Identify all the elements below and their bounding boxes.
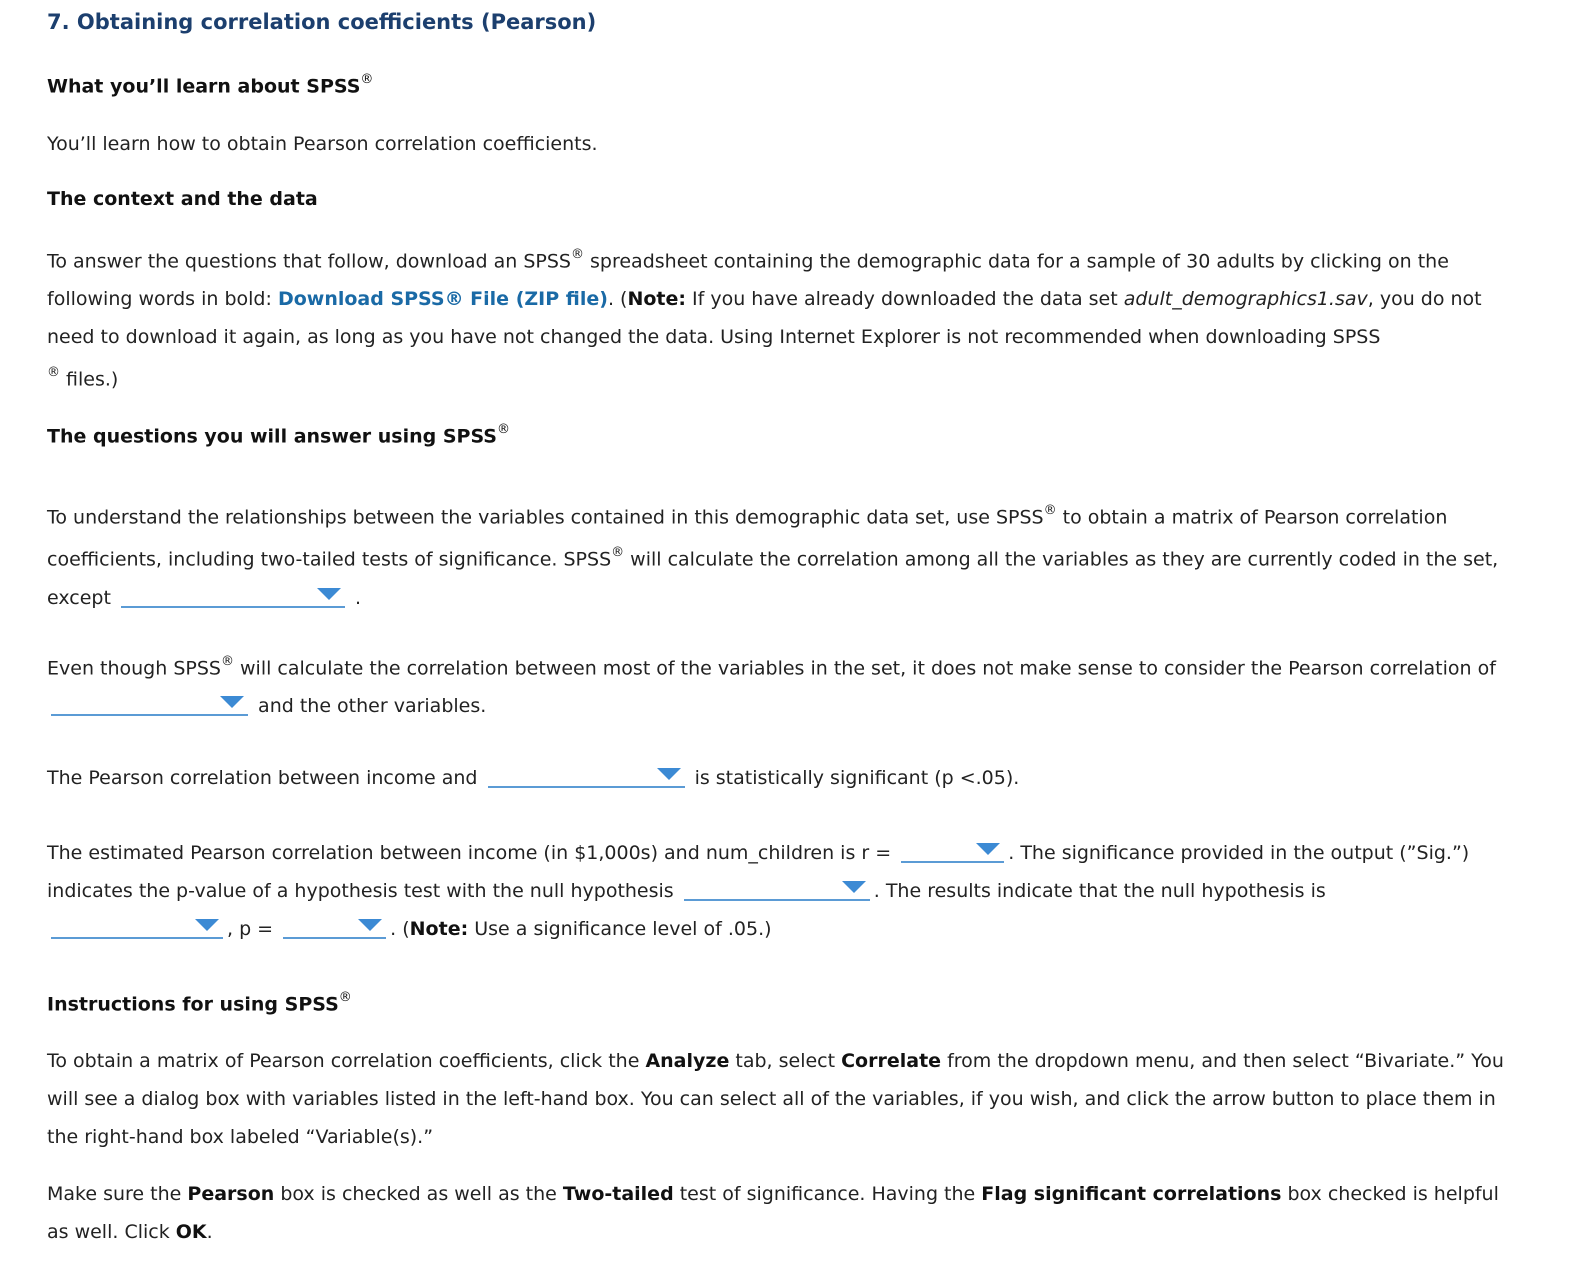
chevron-down-icon bbox=[317, 588, 341, 600]
question-4 bbox=[47, 834, 1506, 948]
questions-heading bbox=[47, 424, 1506, 447]
chevron-down-icon bbox=[976, 843, 1000, 855]
question-4-block bbox=[47, 834, 1506, 948]
registered-mark: ® bbox=[1043, 503, 1057, 518]
note-label: Note: bbox=[627, 288, 686, 311]
instructions-heading bbox=[47, 992, 1506, 1015]
learn-heading-text: What you’ll learn about SPSS bbox=[47, 75, 361, 98]
significant-variable-dropdown[interactable] bbox=[488, 762, 685, 788]
learn-text: You’ll learn how to obtain Pearson correlation coefficients. bbox=[47, 133, 598, 155]
note-label: Note: bbox=[409, 918, 469, 940]
question-3-block bbox=[47, 759, 1506, 797]
q1-text-2: to obtain a matrix of Pearson correlation coefficients, including two-tailed tests of significance. SPSS bbox=[47, 506, 1448, 571]
q4-text-6: Use a significance level of .05.) bbox=[468, 918, 772, 940]
q4-text-1: The estimated Pearson correlation between income (in $1,000s) and num_children is r = bbox=[47, 842, 892, 864]
correlate-label: Correlate bbox=[841, 1050, 942, 1072]
question-1-block bbox=[47, 494, 1506, 617]
two-tailed-label: Two-tailed bbox=[562, 1183, 674, 1205]
q2-text-2: will calculate the correlation between most of the variables in the set, it does not make sense to consider the Pearson correlation of bbox=[233, 657, 1496, 680]
registered-mark: ® bbox=[220, 654, 234, 669]
r-value-dropdown[interactable] bbox=[901, 837, 1004, 863]
context-text-6: files.) bbox=[60, 368, 119, 391]
context-text-3: . ( bbox=[607, 288, 628, 311]
chevron-down-icon bbox=[220, 696, 244, 708]
chevron-down-icon bbox=[195, 919, 219, 931]
question-3 bbox=[47, 759, 1506, 797]
instr1-text-2: tab, select bbox=[729, 1050, 842, 1072]
q1-text-4: . bbox=[355, 586, 362, 609]
section-title-block bbox=[47, 10, 1506, 34]
q4-text-2: . The significance provided in the output (”Sig.”) indicates the p-value of a hypothesis test with the null hypothesis bbox=[47, 842, 1470, 902]
question-1 bbox=[47, 494, 1506, 617]
learn-heading bbox=[47, 74, 1506, 97]
question-2-block bbox=[47, 645, 1506, 725]
context-heading: The context and the data bbox=[47, 188, 318, 210]
registered-mark: ® bbox=[338, 990, 352, 1005]
q4-text-5: . ( bbox=[390, 918, 410, 940]
ok-label: OK bbox=[175, 1221, 207, 1243]
q2-text-1: Even though SPSS bbox=[47, 657, 221, 680]
chevron-down-icon bbox=[842, 881, 866, 893]
context-text-1: To answer the questions that follow, download an SPSS bbox=[47, 250, 571, 273]
question-2 bbox=[47, 645, 1506, 725]
questions-heading-block bbox=[47, 424, 1506, 447]
analyze-label: Analyze bbox=[645, 1050, 730, 1072]
learn-block bbox=[47, 125, 1506, 163]
instructions-heading-block bbox=[47, 992, 1506, 1015]
context-paragraph-block bbox=[47, 238, 1506, 399]
null-hypothesis-dropdown[interactable] bbox=[684, 875, 870, 901]
instr1-text-3: from the dropdown menu, and then select “Bivariate.” You will see a dialog box with variables listed in the left-hand box. You can select all of the variables, if you wish, and click the arrow button to place them in the right-hand box labeled “Variable(s).” bbox=[47, 1050, 1504, 1148]
context-text-5: , you do not need to download it again, as long as you have not changed the data. Using Internet Explorer is not recommended when downloading SPSS bbox=[47, 288, 1482, 349]
data-filename: adult_demographics1.sav bbox=[1123, 288, 1368, 311]
q1-text-3: will calculate the correlation among all the variables as they are currently coded in the set, except bbox=[47, 548, 1499, 609]
context-heading-block bbox=[47, 188, 1506, 210]
registered-mark: ® bbox=[570, 247, 584, 262]
registered-mark: ® bbox=[47, 365, 60, 381]
chevron-down-icon bbox=[657, 768, 681, 780]
section-title: 7. Obtaining correlation coefficients (Pearson) bbox=[47, 10, 597, 34]
instructions-paragraph-1 bbox=[47, 1042, 1506, 1156]
registered-mark: ® bbox=[497, 422, 510, 437]
q4-text-4: , p = bbox=[227, 918, 274, 940]
instructions-paragraph-2 bbox=[47, 1175, 1506, 1251]
flag-significant-label: Flag significant correlations bbox=[981, 1183, 1282, 1205]
except-variable-dropdown[interactable] bbox=[121, 582, 345, 608]
variable-dropdown[interactable] bbox=[51, 690, 248, 716]
questions-heading-text: The questions you will answer using SPSS bbox=[47, 425, 497, 448]
q4-text-3: . The results indicate that the null hypothesis is bbox=[873, 880, 1326, 902]
chevron-down-icon bbox=[358, 919, 382, 931]
reject-decision-dropdown[interactable] bbox=[51, 913, 223, 939]
instr1-text-1: To obtain a matrix of Pearson correlation coefficients, click the bbox=[47, 1050, 646, 1072]
instructions-heading-text: Instructions for using SPSS bbox=[47, 993, 339, 1016]
q2-text-3: and the other variables. bbox=[258, 695, 487, 718]
instr2-text-1: Make sure the bbox=[47, 1183, 188, 1205]
instr2-text-3: test of significance. Having the bbox=[673, 1183, 982, 1205]
p-value-dropdown[interactable] bbox=[283, 913, 386, 939]
instructions-2-block bbox=[47, 1175, 1506, 1251]
learn-heading-block bbox=[47, 74, 1506, 97]
instructions-1-block bbox=[47, 1042, 1506, 1156]
context-paragraph bbox=[47, 238, 1506, 399]
pearson-label: Pearson bbox=[187, 1183, 275, 1205]
q1-text-1: To understand the relationships between the variables contained in this demographic data set, use SPSS bbox=[47, 506, 1044, 529]
context-text-2: spreadsheet containing the demographic data for a sample of 30 adults by clicking on the following words in bold: bbox=[47, 250, 1449, 311]
instr2-text-4: box checked is helpful as well. Click bbox=[47, 1183, 1499, 1243]
q3-text-1: The Pearson correlation between income and bbox=[47, 767, 478, 789]
registered-mark: ® bbox=[611, 545, 625, 561]
registered-mark: ® bbox=[360, 72, 374, 87]
context-text-4: If you have already downloaded the data set bbox=[685, 288, 1124, 311]
instr2-text-5: . bbox=[206, 1221, 213, 1243]
instr2-text-2: box is checked as well as the bbox=[274, 1183, 563, 1205]
download-spss-file-link[interactable]: Download SPSS® File (ZIP file) bbox=[277, 288, 608, 311]
q3-text-2: is statistically significant (p <.05). bbox=[694, 767, 1020, 789]
